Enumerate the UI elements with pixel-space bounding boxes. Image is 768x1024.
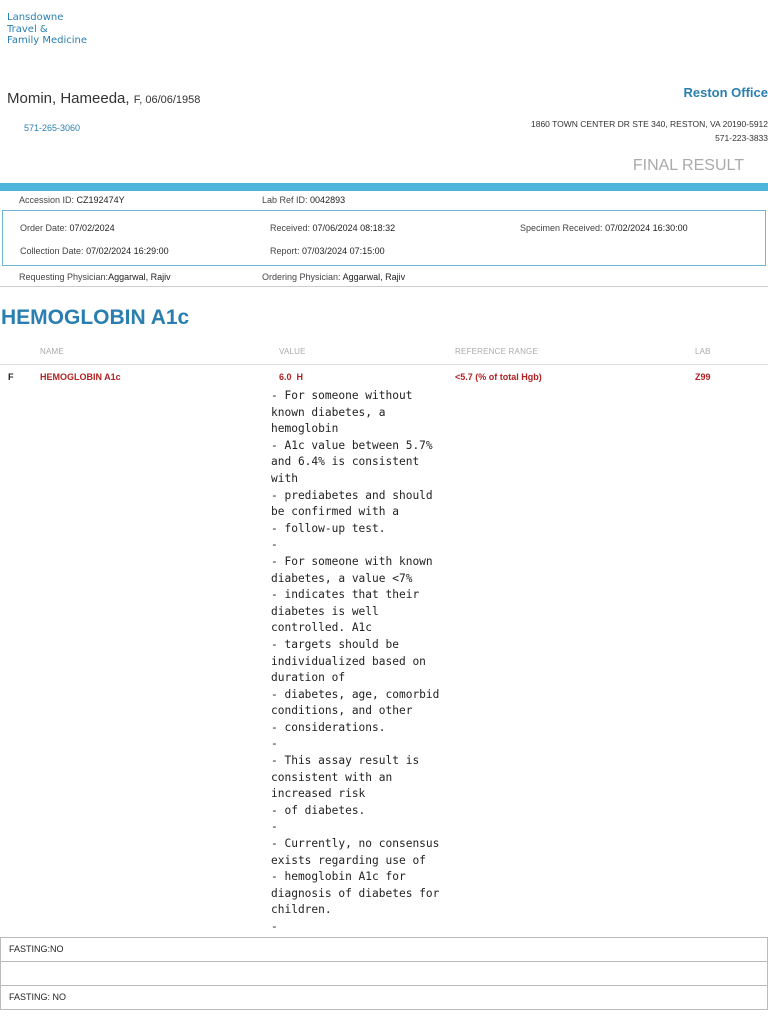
- ordering-value: Aggarwal, Rajiv: [342, 272, 406, 282]
- column-header-value: VALUE: [279, 347, 306, 356]
- collection-value: 07/02/2024 16:29:00: [86, 246, 169, 256]
- ordering-physician: [262, 272, 405, 282]
- column-header-reference: REFERENCE RANGE: [455, 347, 539, 356]
- order-date: [20, 223, 115, 233]
- office-phone: 571-223-3833: [715, 133, 768, 143]
- test-name: HEMOGLOBIN A1c: [40, 372, 121, 382]
- practice-logo: Lansdowne Travel & Family Medicine: [7, 12, 88, 46]
- received-value: 07/06/2024 08:18:32: [312, 223, 396, 233]
- header-divider: [0, 183, 768, 191]
- lab-ref-value: 0042893: [310, 195, 346, 205]
- requesting-physician: [19, 272, 171, 282]
- office-contact: [531, 117, 768, 145]
- collection-date: [20, 246, 169, 256]
- lab-ref-id: [262, 195, 345, 205]
- report-date: [270, 246, 385, 256]
- accession-value: CZ192474Y: [76, 195, 125, 205]
- abnormal-flag: H: [296, 372, 304, 382]
- requesting-label: Requesting Physician:: [19, 272, 109, 282]
- result-value: 6.0: [279, 372, 292, 382]
- id-row: [0, 191, 768, 210]
- lab-code: Z99: [695, 372, 711, 382]
- dates-box: [2, 210, 766, 266]
- accession-label: Accession ID:: [19, 195, 75, 205]
- ordering-label: Ordering Physician:: [262, 272, 341, 282]
- requesting-value: Aggarwal, Rajiv: [108, 272, 171, 282]
- patient-phone[interactable]: 571-265-3060: [24, 123, 81, 133]
- note-blank: [0, 961, 768, 986]
- result-comment: - For someone without known diabetes, a hemoglobin - A1c value between 5.7% and 6.4% is consistent with - prediabetes and should be confirmed with a - follow-up test. - - For someone with known diabetes, a value <7% - indicates that their diabetes is well controlled. A1c - targets should be individualized based on duration of - diabetes, age, comorbid conditions, and other - considerations. - - This assay result is consistent with an increased risk - of diabetes. - - Currently, no consensus exists regarding use of - hemoglobin A1c for diagnosis of diabetes for children. -: [271, 389, 440, 933]
- received-date: [270, 223, 395, 233]
- test-value: [279, 372, 303, 382]
- received-label: Received:: [270, 223, 311, 233]
- office-address: 1860 TOWN CENTER DR STE 340, RESTON, VA 20190-5912: [531, 119, 768, 129]
- office-name: Reston Office: [683, 85, 768, 100]
- physician-row: [0, 266, 768, 287]
- column-header-lab: LAB: [695, 347, 711, 356]
- patient-header: [7, 90, 200, 107]
- column-header-name: NAME: [40, 347, 64, 356]
- table-header-divider: [0, 364, 768, 365]
- accession-id: [19, 195, 125, 205]
- collection-label: Collection Date:: [20, 246, 84, 256]
- report-value: 07/03/2024 07:15:00: [302, 246, 385, 256]
- report-label: Report:: [270, 246, 300, 256]
- note-fasting-1: FASTING:NO: [0, 937, 768, 962]
- patient-sex-dob: F, 06/06/1958: [133, 94, 201, 106]
- note-fasting-2: FASTING: NO: [0, 985, 768, 1010]
- order-date-label: Order Date:: [20, 223, 68, 233]
- result-flag: F: [8, 372, 14, 382]
- order-date-value: 07/02/2024: [69, 223, 115, 233]
- specimen-received: [520, 223, 688, 233]
- patient-name: Momin, Hameeda,: [7, 90, 130, 107]
- specimen-value: 07/02/2024 16:30:00: [605, 223, 688, 233]
- result-status: FINAL RESULT: [632, 157, 744, 174]
- section-title: HEMOGLOBIN A1c: [1, 306, 190, 329]
- lab-ref-label: Lab Ref ID:: [262, 195, 308, 205]
- reference-range: <5.7 (% of total Hgb): [455, 372, 542, 382]
- specimen-label: Specimen Received:: [520, 223, 603, 233]
